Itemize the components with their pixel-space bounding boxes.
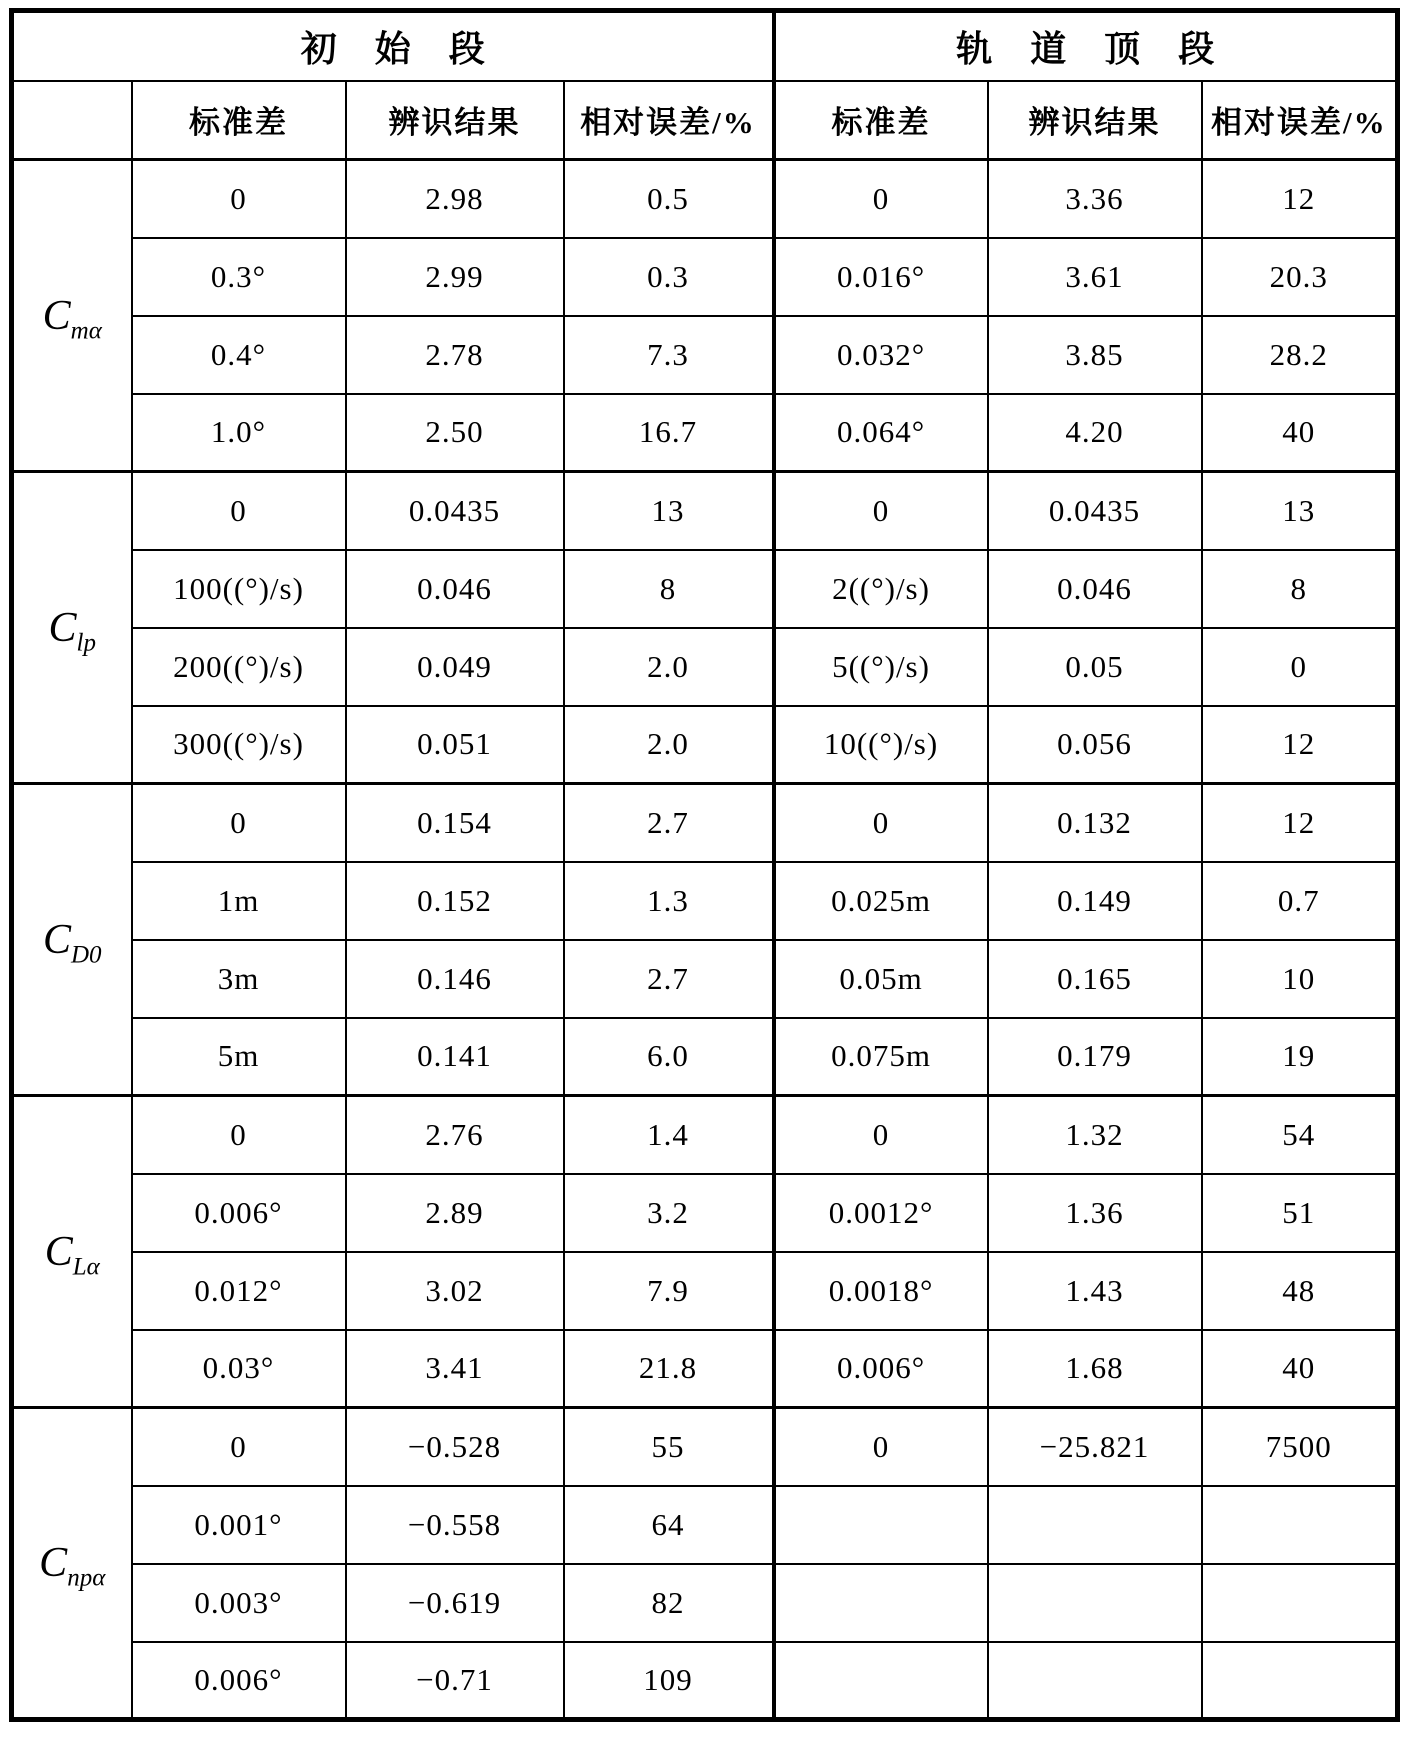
table-row <box>12 238 1398 316</box>
table-cell: 0.146 <box>346 940 564 1018</box>
table-cell: 0.05 <box>988 628 1202 706</box>
table-cell: 0.006° <box>774 1330 988 1408</box>
table-cell: −0.619 <box>346 1564 564 1642</box>
table-row <box>12 1486 1398 1564</box>
table-cell: 0.4° <box>132 316 346 394</box>
table-cell: 40 <box>1202 394 1398 472</box>
table-cell: 0 <box>774 784 988 862</box>
table-cell: 0.046 <box>988 550 1202 628</box>
table-cell: 20.3 <box>1202 238 1398 316</box>
table-cell: 2.98 <box>346 160 564 238</box>
table-cell: 0.012° <box>132 1252 346 1330</box>
table-cell: 2.0 <box>564 628 774 706</box>
table-cell: 0.0018° <box>774 1252 988 1330</box>
table-cell: 2.50 <box>346 394 564 472</box>
table-row <box>12 1330 1398 1408</box>
table-cell: 55 <box>564 1408 774 1486</box>
table-cell: 0.075m <box>774 1018 988 1096</box>
table-cell: 21.8 <box>564 1330 774 1408</box>
table-cell: 0 <box>774 1408 988 1486</box>
table-cell: 82 <box>564 1564 774 1642</box>
table-cell: 7.9 <box>564 1252 774 1330</box>
table-cell: 0.7 <box>1202 862 1398 940</box>
row-group-label <box>12 472 132 784</box>
column-header-result-right: 辨识结果 <box>988 81 1202 160</box>
table-cell: 0 <box>774 1096 988 1174</box>
table-cell: 12 <box>1202 706 1398 784</box>
section-header-trajectory-apex-phase: 轨道顶段 <box>774 11 1398 81</box>
table-cell: 0 <box>132 1096 346 1174</box>
table-cell: 3.02 <box>346 1252 564 1330</box>
table-cell: 100((°)/s) <box>132 550 346 628</box>
column-header-std-dev-left: 标准差 <box>132 81 346 160</box>
table-cell: 10((°)/s) <box>774 706 988 784</box>
table-cell: 1.68 <box>988 1330 1202 1408</box>
table-row <box>12 784 1398 862</box>
coefficient-subscript: Lα <box>72 1252 100 1280</box>
table-cell: 48 <box>1202 1252 1398 1330</box>
row-group-label <box>12 160 132 472</box>
table-row <box>12 160 1398 238</box>
table-cell: 28.2 <box>1202 316 1398 394</box>
section-header-row <box>12 11 1398 81</box>
table-cell: 0.0435 <box>346 472 564 550</box>
table-cell: 13 <box>564 472 774 550</box>
table-cell: 12 <box>1202 784 1398 862</box>
row-group-label <box>12 1408 132 1720</box>
table-cell: 7.3 <box>564 316 774 394</box>
table-cell <box>1202 1642 1398 1720</box>
table-cell: 0.05m <box>774 940 988 1018</box>
table-cell: 0.154 <box>346 784 564 862</box>
coefficient-symbol: C <box>44 1228 73 1275</box>
table-cell: 10 <box>1202 940 1398 1018</box>
table-cell: 19 <box>1202 1018 1398 1096</box>
column-header-std-dev-right: 标准差 <box>774 81 988 160</box>
table-cell: 0.001° <box>132 1486 346 1564</box>
table-cell: 0.0012° <box>774 1174 988 1252</box>
table-cell: 0.0435 <box>988 472 1202 550</box>
table-cell: 0.032° <box>774 316 988 394</box>
table-cell: 0.132 <box>988 784 1202 862</box>
table-cell: 64 <box>564 1486 774 1564</box>
table-row <box>12 316 1398 394</box>
coefficient-symbol: C <box>48 604 77 651</box>
coefficient-subscript: mα <box>70 316 102 344</box>
table-cell: −0.528 <box>346 1408 564 1486</box>
table-cell: 0 <box>132 472 346 550</box>
table-row <box>12 1174 1398 1252</box>
column-header-result-left: 辨识结果 <box>346 81 564 160</box>
table-row <box>12 394 1398 472</box>
table-cell: 0.5 <box>564 160 774 238</box>
table-cell: 2.99 <box>346 238 564 316</box>
section-header-initial-phase: 初始段 <box>12 11 774 81</box>
table-cell: −25.821 <box>988 1408 1202 1486</box>
table-cell: 0.165 <box>988 940 1202 1018</box>
table-cell <box>774 1564 988 1642</box>
table-cell: 0.152 <box>346 862 564 940</box>
table-cell: 2.89 <box>346 1174 564 1252</box>
table-cell: 51 <box>1202 1174 1398 1252</box>
table-cell: 3.41 <box>346 1330 564 1408</box>
column-header-rel-error-right: 相对误差/% <box>1202 81 1398 160</box>
table-row <box>12 1096 1398 1174</box>
table-row <box>12 1642 1398 1720</box>
table-cell: 0 <box>132 160 346 238</box>
table-row <box>12 940 1398 1018</box>
coefficient-symbol: C <box>39 1540 68 1586</box>
coefficient-subscript: D0 <box>70 940 102 968</box>
table-cell: 1.32 <box>988 1096 1202 1174</box>
table-cell: 54 <box>1202 1096 1398 1174</box>
table-cell: 5((°)/s) <box>774 628 988 706</box>
table-cell: 2.7 <box>564 940 774 1018</box>
coefficient-subscript: npα <box>67 1564 106 1592</box>
table-cell: 0.03° <box>132 1330 346 1408</box>
table-cell: 16.7 <box>564 394 774 472</box>
row-group-label <box>12 1096 132 1408</box>
table-cell: 0.046 <box>346 550 564 628</box>
table-cell: 1.36 <box>988 1174 1202 1252</box>
table-row <box>12 862 1398 940</box>
coefficient-subscript: lp <box>76 628 96 656</box>
row-group-label <box>12 784 132 1096</box>
table-cell: 0.049 <box>346 628 564 706</box>
table-cell: 4.20 <box>988 394 1202 472</box>
table-cell: 5m <box>132 1018 346 1096</box>
table-cell <box>988 1486 1202 1564</box>
table-cell: 0 <box>1202 628 1398 706</box>
table-cell: 0 <box>774 472 988 550</box>
table-cell: 0.016° <box>774 238 988 316</box>
table-cell: 0.051 <box>346 706 564 784</box>
table-cell: 0.179 <box>988 1018 1202 1096</box>
table-cell <box>774 1642 988 1720</box>
table-cell: 3.61 <box>988 238 1202 316</box>
table-row <box>12 1018 1398 1096</box>
identification-results-table <box>9 8 1400 1722</box>
table-cell <box>988 1564 1202 1642</box>
table-cell: 3m <box>132 940 346 1018</box>
table-cell: 2.76 <box>346 1096 564 1174</box>
table-cell: 2.0 <box>564 706 774 784</box>
table-cell: 109 <box>564 1642 774 1720</box>
table-cell: 2.78 <box>346 316 564 394</box>
table-cell: 1.43 <box>988 1252 1202 1330</box>
table-row <box>12 550 1398 628</box>
table-cell: 0 <box>774 160 988 238</box>
table-cell <box>774 1486 988 1564</box>
table-cell: 12 <box>1202 160 1398 238</box>
table-cell: 0 <box>132 784 346 862</box>
table-row <box>12 628 1398 706</box>
table-cell: 3.2 <box>564 1174 774 1252</box>
table-row <box>12 1408 1398 1486</box>
table-cell: 0.006° <box>132 1174 346 1252</box>
table-cell <box>1202 1486 1398 1564</box>
table-cell: 0.056 <box>988 706 1202 784</box>
table-cell: 0.149 <box>988 862 1202 940</box>
table-cell: 0.064° <box>774 394 988 472</box>
table-row <box>12 706 1398 784</box>
table-cell: 0.003° <box>132 1564 346 1642</box>
table-cell: 200((°)/s) <box>132 628 346 706</box>
table-cell: 1.0° <box>132 394 346 472</box>
table-cell: 1m <box>132 862 346 940</box>
table-row <box>12 1564 1398 1642</box>
table-cell <box>988 1642 1202 1720</box>
table-cell: 0.025m <box>774 862 988 940</box>
table-cell: 40 <box>1202 1330 1398 1408</box>
coefficient-symbol: C <box>42 292 71 339</box>
table-cell: 0.141 <box>346 1018 564 1096</box>
corner-cell <box>12 81 132 160</box>
table-cell: 2.7 <box>564 784 774 862</box>
table-cell: 1.4 <box>564 1096 774 1174</box>
column-header-row <box>12 81 1398 160</box>
table-cell: 8 <box>1202 550 1398 628</box>
coefficient-symbol: C <box>42 916 71 963</box>
table-cell: 7500 <box>1202 1408 1398 1486</box>
table-cell: 0.006° <box>132 1642 346 1720</box>
table-cell: −0.71 <box>346 1642 564 1720</box>
table-cell: 0.3° <box>132 238 346 316</box>
table-cell: 300((°)/s) <box>132 706 346 784</box>
column-header-rel-error-left: 相对误差/% <box>564 81 774 160</box>
table-cell: 6.0 <box>564 1018 774 1096</box>
table-row <box>12 1252 1398 1330</box>
table-cell: 1.3 <box>564 862 774 940</box>
table-cell: 3.36 <box>988 160 1202 238</box>
table-cell: 0.3 <box>564 238 774 316</box>
table-cell: 0 <box>132 1408 346 1486</box>
table-cell: 13 <box>1202 472 1398 550</box>
table-row <box>12 472 1398 550</box>
table-cell: 8 <box>564 550 774 628</box>
table-cell: −0.558 <box>346 1486 564 1564</box>
table-cell: 3.85 <box>988 316 1202 394</box>
table-cell <box>1202 1564 1398 1642</box>
table-cell: 2((°)/s) <box>774 550 988 628</box>
